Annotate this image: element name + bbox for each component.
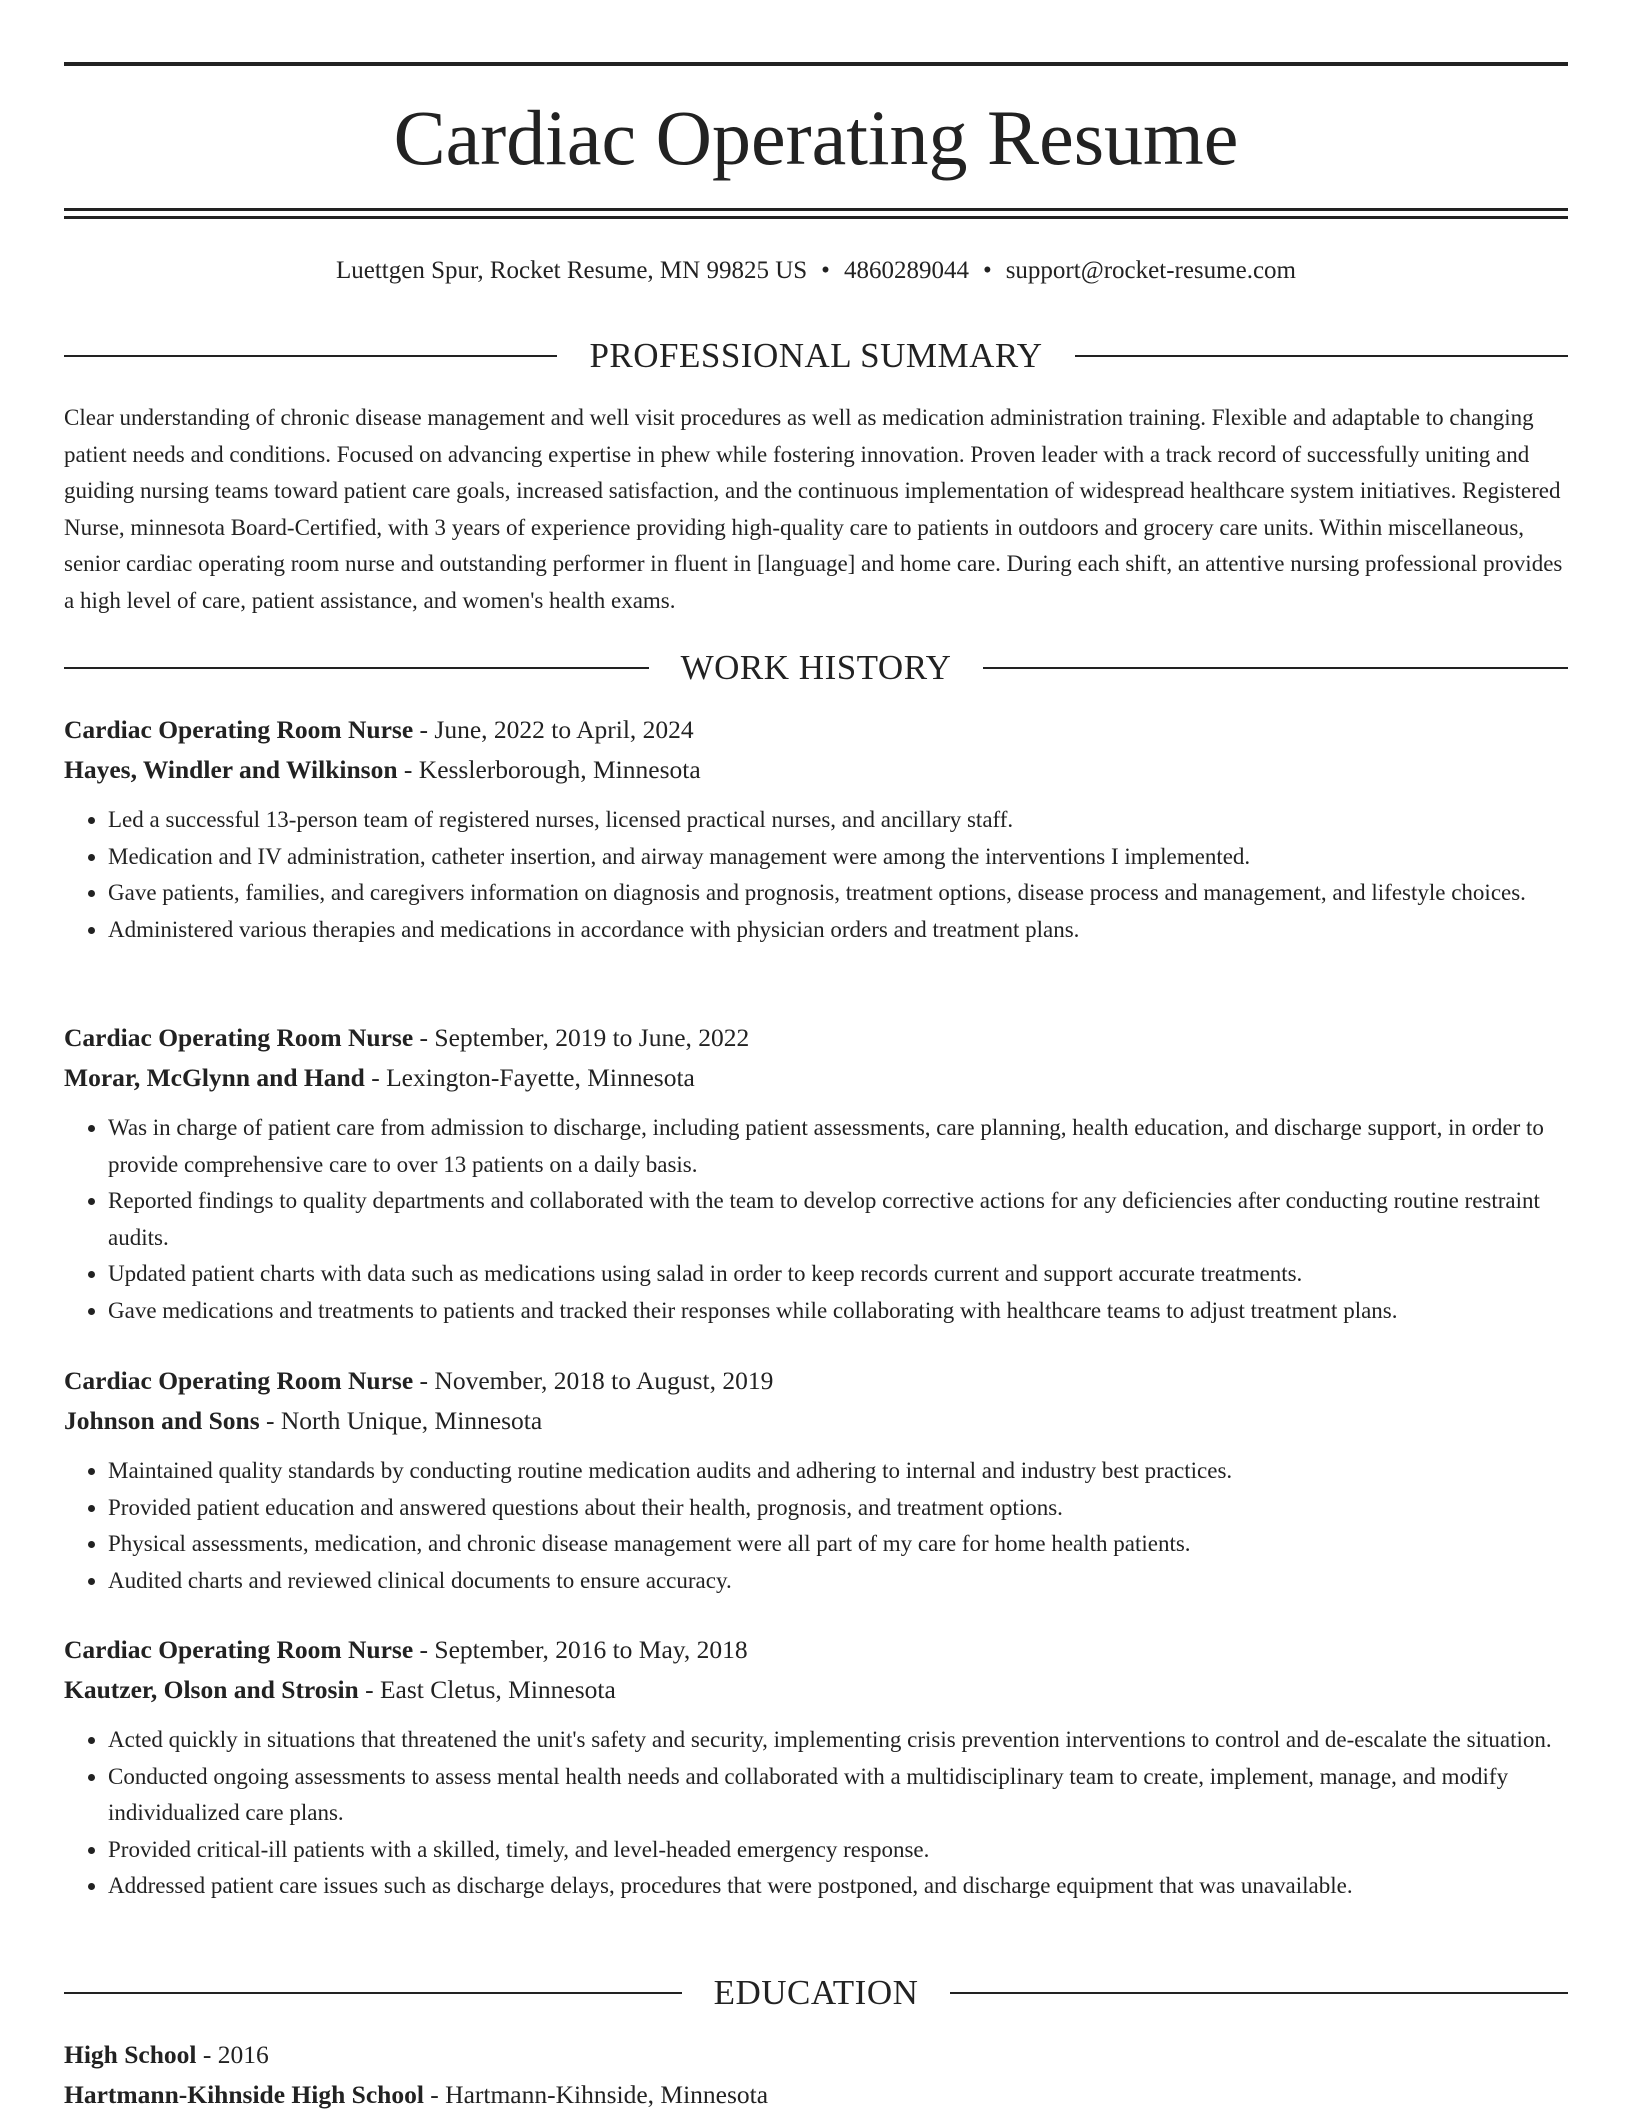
education-entry [64, 2035, 1568, 2115]
job-bullet: • Reported findings to quality departments and collaborated with the team to develop corrective actions for any deficiencies after conducting routine restraint audits. [108, 1183, 1568, 1256]
job-title: Cardiac Operating Room Nurse [64, 1023, 414, 1052]
contact-email: support@rocket-resume.com [1005, 257, 1296, 284]
job-bullet: • Audited charts and reviewed clinical documents to ensure accuracy. [108, 1563, 1568, 1600]
education-school: Hartmann-Kihnside High School [64, 2080, 424, 2109]
job-company-line [64, 1401, 1568, 1441]
education-degree: High School [64, 2040, 197, 2069]
job-title: Cardiac Operating Room Nurse [64, 715, 414, 744]
job-bullet: • Addressed patient care issues such as discharge delays, procedures that were postponed, and discharge equipment that was unavailable. [108, 1868, 1568, 1905]
job-title: Cardiac Operating Room Nurse [64, 1366, 414, 1395]
section-header-work [64, 646, 1568, 690]
job-dates: - September, 2016 to May, 2018 [413, 1635, 748, 1664]
section-title-work: WORK HISTORY [680, 648, 952, 687]
contact-separator: • [821, 257, 830, 284]
job-bullet: • Was in charge of patient care from admission to discharge, including patient assessments, care planning, health education, and discharge support, in order to provide comprehensive care to over 13 patients on a daily basis. [108, 1110, 1568, 1183]
job-bullet: • Updated patient charts with data such as medications using salad in order to keep records current and support accurate treatments. [108, 1256, 1568, 1293]
job-bullet: • Provided patient education and answered questions about their health, prognosis, and treatment options. [108, 1490, 1568, 1527]
job-company-line [64, 1058, 1568, 1098]
job-entry [64, 1361, 1568, 1599]
job-location: - Kesslerborough, Minnesota [397, 755, 701, 784]
job-location: - North Unique, Minnesota [259, 1406, 543, 1435]
job-company-line [64, 750, 1568, 790]
job-bullet: • Administered various therapies and medications in accordance with physician orders and treatment plans. [108, 912, 1568, 949]
resume-title: Cardiac Operating Resume [393, 94, 1239, 181]
section-header-education [64, 1971, 1568, 2015]
job-title-line [64, 1361, 1568, 1401]
section-header-summary [64, 334, 1568, 378]
job-company: Johnson and Sons [64, 1406, 260, 1435]
section-rule-left [64, 667, 649, 669]
section-title-summary: PROFESSIONAL SUMMARY [589, 336, 1043, 375]
job-title-line [64, 710, 1568, 750]
job-company: Morar, McGlynn and Hand [64, 1063, 365, 1092]
section-title-education: EDUCATION [713, 1973, 919, 2012]
contact-separator: • [982, 257, 992, 284]
job-bullet: • Gave patients, families, and caregivers information on diagnosis and prognosis, treatment options, disease process and management, and lifestyle choices. [108, 875, 1568, 912]
job-bullet: • Maintained quality standards by conducting routine medication audits and adhering to internal and industry best practices. [108, 1453, 1568, 1490]
job-location: - East Cletus, Minnesota [358, 1675, 616, 1704]
section-rule-right [983, 667, 1568, 669]
job-company: Hayes, Windler and Wilkinson [64, 755, 398, 784]
job-bullet-list [64, 1110, 1568, 1329]
job-bullet-list [64, 1453, 1568, 1599]
section-rule-right [950, 1992, 1568, 1994]
job-bullet: • Conducted ongoing assessments to assess mental health needs and collaborated with a multidisciplinary team to create, implement, manage, and modify individualized care plans. [108, 1759, 1568, 1832]
education-year: - 2016 [196, 2040, 269, 2069]
job-entry [64, 1630, 1568, 1905]
job-dates: - September, 2019 to June, 2022 [413, 1023, 750, 1052]
title-rule-lower [64, 216, 1568, 219]
job-bullet: • Physical assessments, medication, and chronic disease management were all part of my care for home health patients. [108, 1526, 1568, 1563]
job-dates: - June, 2022 to April, 2024 [413, 715, 694, 744]
job-bullet: • Provided critical-ill patients with a skilled, timely, and level-headed emergency response. [108, 1832, 1568, 1869]
job-location: - Lexington-Fayette, Minnesota [364, 1063, 695, 1092]
job-company-line [64, 1670, 1568, 1710]
section-rule-left [64, 355, 557, 357]
education-location: - Hartmann-Kihnside, Minnesota [423, 2080, 769, 2109]
section-rule-left [64, 1992, 682, 1994]
job-title-line [64, 1018, 1568, 1058]
job-bullet-list [64, 1722, 1568, 1905]
job-dates: - November, 2018 to August, 2019 [413, 1366, 774, 1395]
job-bullet: • Led a successful 13-person team of registered nurses, licensed practical nurses, and ancillary staff. [108, 802, 1568, 839]
contact-line [64, 254, 1568, 288]
contact-address: Luettgen Spur, Rocket Resume, MN 99825 US [335, 257, 808, 284]
title-rule-upper [64, 208, 1568, 211]
job-entry [64, 710, 1568, 948]
job-entry [64, 1018, 1568, 1329]
education-degree-line [64, 2035, 1568, 2075]
job-bullet: • Medication and IV administration, catheter insertion, and airway management were among the interventions I implemented. [108, 839, 1568, 876]
contact-phone: 4860289044 [843, 257, 969, 284]
summary-text: Clear understanding of chronic disease management and well visit procedures as well as medication administration training. Flexible and adaptable to changing patient needs and conditions. Focused on advancing expertise in phew while fostering innovation. Proven leader with a track record of successfully uniting and guiding nursing teams toward patient care goals, increased satisfaction, and the continuous implementation of widespread healthcare system initiatives. Registered Nurse, minnesota Board-Certified, with 3 years of experience providing high-quality care to patients in outdoors and grocery care units. Within miscellaneous, senior cardiac operating room nurse and outstanding performer in fluent in [language] and home care. During each shift, an attentive nursing professional provides a high level of care, patient assistance, and women's health exams. [64, 405, 1563, 613]
job-bullet: • Acted quickly in situations that threatened the unit's safety and security, implementing crisis prevention interventions to control and de-escalate the situation. [108, 1722, 1568, 1759]
job-company: Kautzer, Olson and Strosin [64, 1675, 359, 1704]
education-school-line [64, 2075, 1568, 2115]
top-rule [64, 62, 1568, 66]
job-title: Cardiac Operating Room Nurse [64, 1635, 414, 1664]
job-bullet: • Gave medications and treatments to patients and tracked their responses while collaborating with healthcare teams to adjust treatment plans. [108, 1293, 1568, 1330]
section-rule-right [1075, 355, 1568, 357]
job-bullet-list [64, 802, 1568, 948]
job-title-line [64, 1630, 1568, 1670]
